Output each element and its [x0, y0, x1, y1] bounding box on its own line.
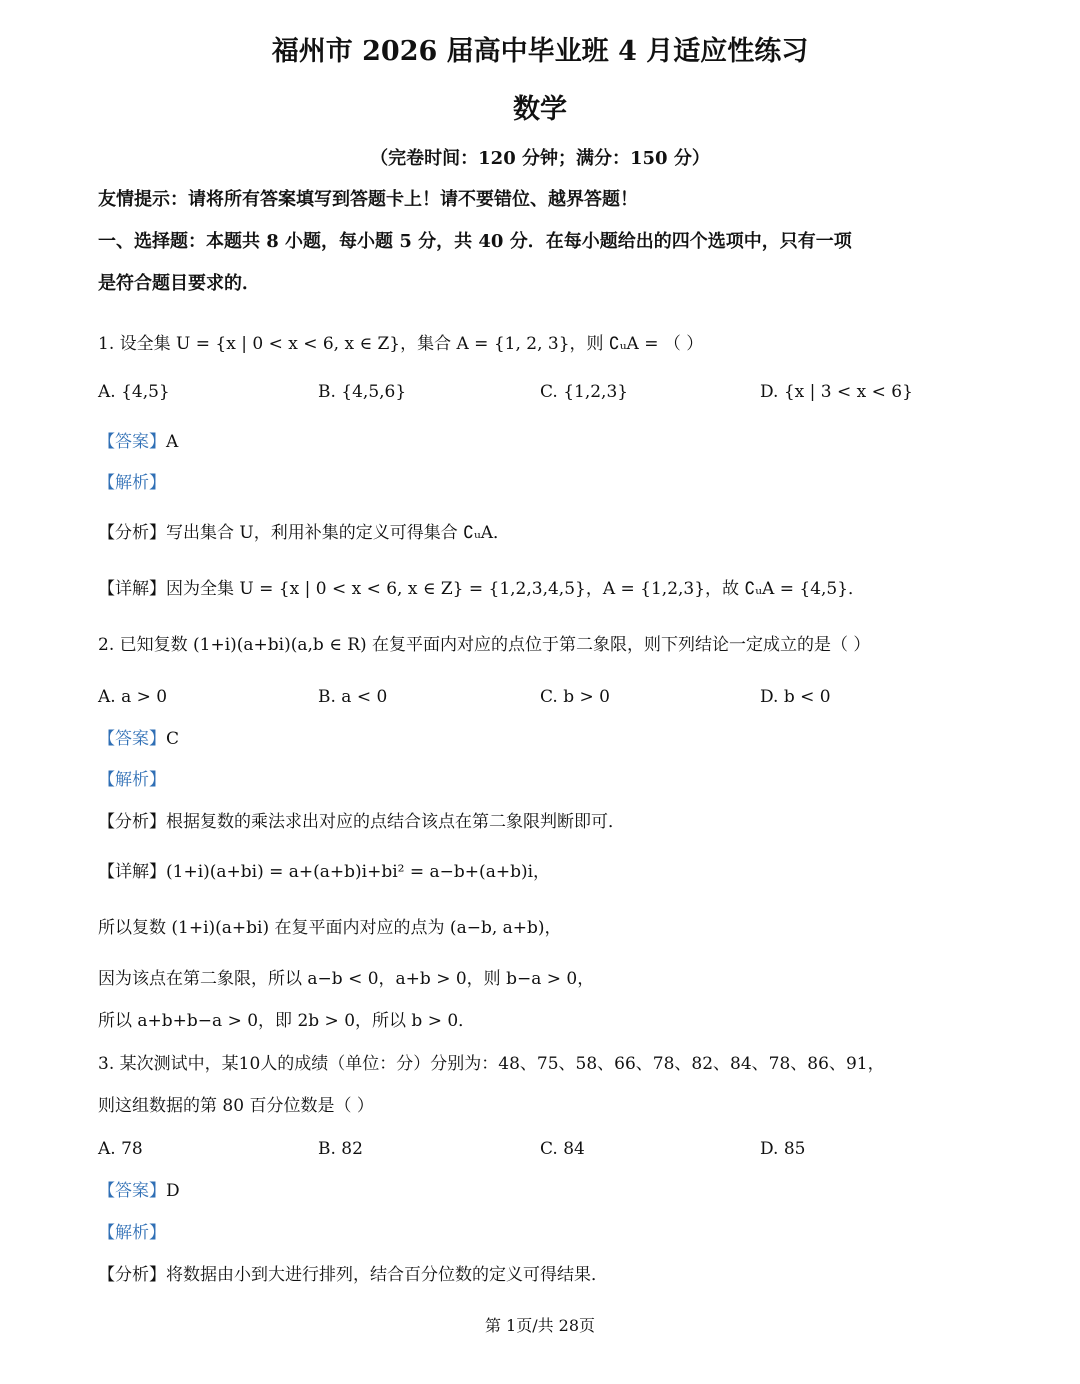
- q2-stem: 2. 已知复数 (1+i)(a+bi)(a,b ∈ R) 在复平面内对应的点位于第二象限，则下列结论一定成立的是（ ）: [98, 635, 871, 655]
- q2-detail-2: 所以复数 (1+i)(a+bi) 在复平面内对应的点为 (a−b, a+b)，: [98, 918, 562, 938]
- section-heading-line1: 一、选择题：本题共 8 小题，每小题 5 分，共 40 分．在每小题给出的四个选项中，只有一项: [98, 231, 852, 252]
- q3-option-b: B. 82: [318, 1139, 363, 1159]
- q1-stem: 1. 设全集 U = {x | 0 < x < 6, x ∈ Z}，集合 A = {1, 2, 3}，则 ∁ᵤA = （ ）: [98, 334, 704, 354]
- q1-option-a: A. {4,5}: [98, 382, 170, 402]
- q1-answer-line: [98, 428, 178, 456]
- q2-detail-4: 所以 a+b+b−a > 0，即 2b > 0，所以 b > 0．: [98, 1011, 476, 1031]
- q3-answer: D: [166, 1181, 180, 1201]
- q1-option-b: B. {4,5,6}: [318, 382, 407, 402]
- q2-option-d: D. b < 0: [760, 687, 831, 707]
- notice: 友情提示：请将所有答案填写到答题卡上！请不要错位、越界答题！: [98, 189, 638, 210]
- q2-detail-1: 【详解】(1+i)(a+bi) = a+(a+b)i+bi² = a−b+(a+b)i，: [98, 862, 551, 882]
- q1-analysis: 【分析】写出集合 U，利用补集的定义可得集合 ∁ᵤA．: [98, 523, 511, 543]
- q3-option-c: C. 84: [540, 1139, 585, 1159]
- q1-explain-tag: 【解析】: [98, 473, 166, 493]
- answer-tag: 【答案】: [98, 432, 166, 452]
- answer-tag: 【答案】: [98, 729, 166, 749]
- q3-answer-line: [98, 1177, 180, 1205]
- q1-answer: A: [166, 432, 179, 452]
- section-heading-line2: 是符合题目要求的．: [98, 273, 260, 294]
- q3-stem-1: 3. 某次测试中，某10人的成绩（单位：分）分别为：48、75、58、66、78、82、84、78、86、91，: [98, 1054, 885, 1074]
- q2-detail-3: 因为该点在第二象限，所以 a−b < 0，a+b > 0，则 b−a > 0，: [98, 969, 595, 989]
- exam-info: （完卷时间：120 分钟；满分：150 分）: [370, 148, 710, 169]
- q2-answer-line: [98, 725, 179, 753]
- q2-option-b: B. a < 0: [318, 687, 388, 707]
- q2-explain-tag: 【解析】: [98, 770, 166, 790]
- subject-title: 数学: [513, 94, 567, 125]
- q1-option-c: C. {1,2,3}: [540, 382, 629, 402]
- q3-option-a: A. 78: [98, 1139, 143, 1159]
- q1-option-d: D. {x | 3 < x < 6}: [760, 382, 913, 402]
- q1-detail: 【详解】因为全集 U = {x | 0 < x < 6, x ∈ Z} = {1,2,3,4,5}，A = {1,2,3}，故 ∁ᵤA = {4,5}．: [98, 579, 866, 599]
- exam-title: 福州市 2026 届高中毕业班 4 月适应性练习: [271, 36, 809, 67]
- q3-analysis: 【分析】将数据由小到大进行排列，结合百分位数的定义可得结果．: [98, 1265, 608, 1285]
- q2-option-c: C. b > 0: [540, 687, 610, 707]
- q3-option-d: D. 85: [760, 1139, 806, 1159]
- q3-stem-2: 则这组数据的第 80 百分位数是（ ）: [98, 1096, 374, 1116]
- q2-analysis: 【分析】根据复数的乘法求出对应的点结合该点在第二象限判断即可．: [98, 812, 625, 832]
- answer-tag: 【答案】: [98, 1181, 166, 1201]
- q3-explain-tag: 【解析】: [98, 1223, 166, 1243]
- q2-option-a: A. a > 0: [98, 687, 168, 707]
- page-footer: 第 1页/共 28页: [484, 1316, 596, 1335]
- q2-answer: C: [166, 729, 180, 749]
